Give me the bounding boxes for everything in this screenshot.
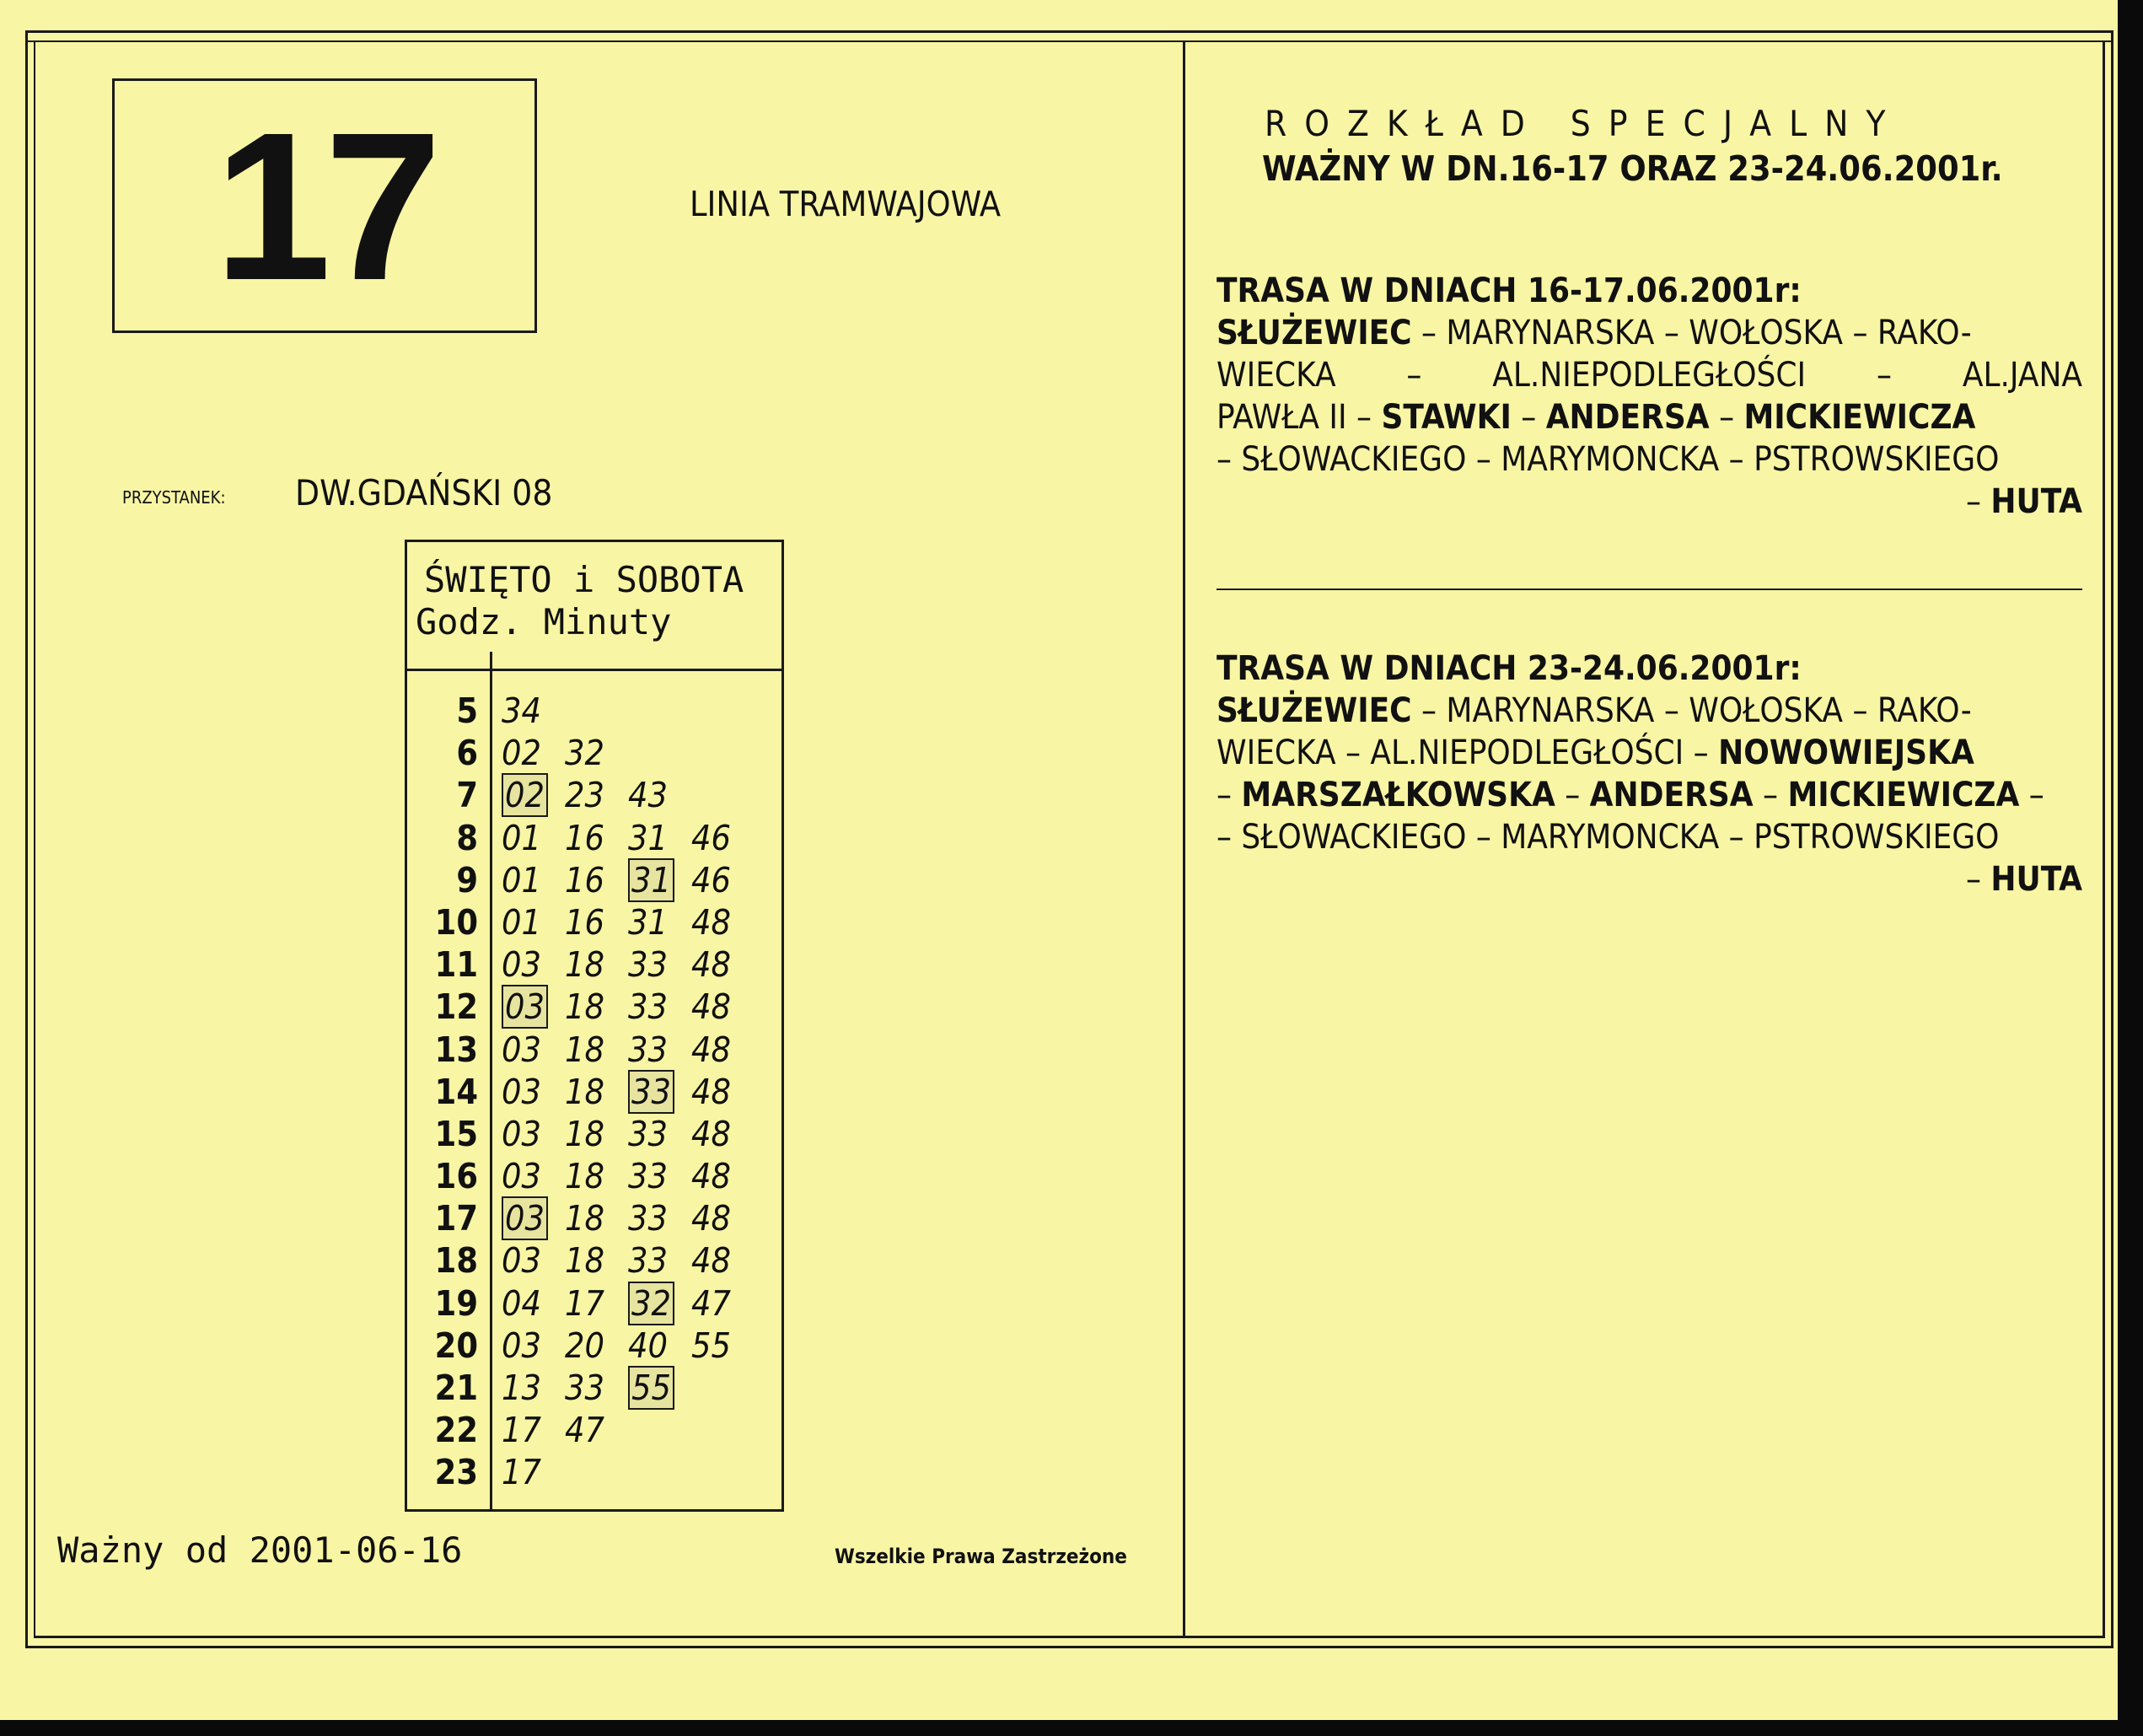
- timetable-table: [405, 540, 784, 1512]
- minute-wrapper: [628, 1029, 691, 1071]
- timetable-row: [407, 943, 781, 986]
- route1-line3: [1217, 398, 2082, 437]
- route2-l1-rest: – MARYNARSKA – WOŁOSKA – RAKO-: [1411, 691, 1972, 730]
- timetable-row: [407, 1451, 781, 1493]
- departure-minute: 01: [502, 817, 541, 858]
- frame-top-inner: [25, 40, 2113, 42]
- departure-minute: 02: [502, 733, 541, 774]
- minute-wrapper: [628, 1367, 691, 1409]
- departure-minute: 20: [565, 1325, 604, 1366]
- timetable-row: [407, 859, 781, 901]
- hour-cell: 19: [434, 1282, 478, 1324]
- frame-top-outer: [25, 30, 2113, 33]
- route2-l2-nowowiejska: NOWOWIEJSKA: [1718, 734, 1974, 772]
- departure-minute: 47: [691, 1282, 731, 1324]
- departure-minute: 18: [565, 1029, 604, 1070]
- hour-cell: 20: [434, 1325, 478, 1366]
- departure-minute: 17: [565, 1282, 604, 1324]
- frame-left-inner: [34, 40, 35, 1638]
- minute-wrapper: [502, 901, 565, 943]
- departure-minute: 16: [565, 901, 604, 943]
- frame-bottom-inner: [34, 1636, 2105, 1638]
- minute-wrapper: [691, 1071, 755, 1113]
- minute-wrapper: [502, 1197, 565, 1239]
- hour-cell: 14: [434, 1071, 478, 1112]
- minutes-cell: [502, 943, 755, 986]
- route1-l1-rest: – MARYNARSKA – WOŁOSKA – RAKO-: [1411, 314, 1972, 352]
- stop-name: DW.GDAŃSKI 08: [295, 472, 553, 513]
- route1-l3-mickiewicza: MICKIEWICZA: [1743, 398, 1976, 437]
- hour-cell: 18: [434, 1240, 478, 1282]
- departure-minute: 16: [565, 859, 604, 900]
- minute-wrapper: [565, 1155, 628, 1197]
- departure-minute: 48: [691, 986, 731, 1028]
- route2-l5-dash: –: [1965, 860, 1991, 899]
- timetable-row: [407, 986, 781, 1028]
- departure-minute: 01: [502, 859, 541, 900]
- departure-minute: 13: [502, 1368, 541, 1408]
- departure-minute: 03: [502, 1113, 541, 1154]
- route1-l2-w2: AL.NIEPODLEGŁOŚCI: [1492, 356, 1807, 395]
- minute-wrapper: [565, 1113, 628, 1155]
- line-number: 17: [213, 88, 436, 324]
- departure-minute: 18: [565, 986, 604, 1028]
- frame-right-outer: [2111, 30, 2113, 1647]
- minutes-cell: [502, 1451, 565, 1493]
- minute-wrapper: [628, 1197, 691, 1239]
- minute-wrapper: [502, 1451, 565, 1493]
- minutes-cell: [502, 774, 691, 816]
- route1-line2: [1217, 356, 2082, 395]
- hour-cell: 21: [434, 1368, 478, 1408]
- departure-minute: 40: [628, 1325, 668, 1366]
- hour-cell: 16: [434, 1156, 478, 1197]
- minute-wrapper: [565, 1409, 628, 1451]
- timetable-row: [407, 1239, 781, 1282]
- minute-wrapper: [565, 986, 628, 1028]
- route2-line1: [1217, 691, 2082, 730]
- departure-minute: 31: [628, 817, 668, 858]
- departure-minute: 32: [565, 733, 604, 774]
- departure-minute: 23: [565, 775, 604, 816]
- minute-wrapper: [502, 1155, 565, 1197]
- minute-wrapper: [628, 1239, 691, 1282]
- minutes-cell: [502, 1367, 691, 1409]
- hour-cell: 7: [456, 775, 478, 816]
- route2-heading: TRASA W DNIACH 23-24.06.2001r:: [1217, 649, 1802, 688]
- columns-header: Godz. Minuty: [416, 601, 672, 642]
- departure-minute: 34: [502, 691, 541, 731]
- route1-l2-w4: AL.JANA: [1962, 356, 2082, 395]
- route2-l3-marszalkowska: MARSZAŁKOWSKA: [1241, 776, 1555, 814]
- minute-wrapper: [565, 774, 628, 816]
- route2-l3-a: –: [1217, 776, 1242, 814]
- minute-wrapper: [502, 732, 565, 774]
- route1-l3-a: PAWŁA II –: [1217, 398, 1382, 437]
- route2-l3-e: –: [1753, 776, 1788, 814]
- minute-wrapper: [565, 1071, 628, 1113]
- minute-wrapper: [691, 1239, 755, 1282]
- hour-cell: 11: [434, 944, 478, 986]
- hour-cell: 9: [456, 859, 478, 900]
- timetable-rows: [407, 690, 781, 1494]
- minute-wrapper: [628, 774, 691, 816]
- route-separator: [1217, 589, 2082, 590]
- minute-wrapper: [502, 859, 565, 901]
- departure-minute: 16: [565, 817, 604, 858]
- timetable-row: [407, 817, 781, 859]
- minute-wrapper: [691, 1282, 755, 1325]
- departure-minute: 33: [628, 1029, 668, 1070]
- departure-minute: 33: [628, 1156, 668, 1197]
- minute-wrapper: [565, 732, 628, 774]
- departure-minute: 03: [502, 1071, 541, 1112]
- route2-l3-mickiewicza: MICKIEWICZA: [1787, 776, 2020, 814]
- minute-wrapper: [565, 901, 628, 943]
- minutes-cell: [502, 732, 628, 774]
- departure-minute: 33: [565, 1368, 604, 1408]
- special-validity: WAŻNY W DN.16-17 ORAZ 23-24.06.2001r.: [1262, 148, 2003, 189]
- hour-cell: 6: [456, 733, 478, 774]
- route1-l2-w1: –: [1406, 356, 1422, 395]
- departure-minute: 43: [628, 775, 668, 816]
- minute-wrapper: [565, 1239, 628, 1282]
- route1-l1-start: SŁUŻEWIEC: [1217, 314, 1412, 352]
- minute-wrapper: [628, 1155, 691, 1197]
- column-divider: [1183, 40, 1185, 1638]
- departure-minute: 48: [691, 1156, 731, 1197]
- route1-line4: – SŁOWACKIEGO – MARYMONCKA – PSTROWSKIEGO: [1217, 440, 2000, 479]
- timetable-row: [407, 1029, 781, 1071]
- minutes-cell: [502, 1282, 755, 1325]
- departure-minute: 18: [565, 1198, 604, 1239]
- departure-minute: 18: [565, 1240, 604, 1282]
- route1-line5: [1217, 482, 2082, 521]
- departure-minute: 33: [628, 986, 668, 1028]
- departure-minute: 01: [502, 901, 541, 943]
- route2-l3-g: –: [2019, 776, 2044, 814]
- minute-wrapper: [502, 1282, 565, 1325]
- route2-l5-huta: HUTA: [1990, 860, 2082, 899]
- minute-wrapper: [628, 901, 691, 943]
- departure-minute: 55: [691, 1325, 731, 1366]
- minutes-cell: [502, 1409, 628, 1451]
- departure-minute: 18: [565, 944, 604, 986]
- route2-l1-start: SŁUŻEWIEC: [1217, 691, 1412, 730]
- minute-wrapper: [691, 1113, 755, 1155]
- route1-l3-e: –: [1709, 398, 1744, 437]
- route1-l5-dash: –: [1965, 482, 1991, 521]
- minutes-cell: [502, 1071, 755, 1113]
- hour-cell: 17: [434, 1198, 478, 1239]
- minutes-cell: [502, 1155, 755, 1197]
- line-number-box: [112, 78, 537, 333]
- route2-line5: [1217, 860, 2082, 899]
- timetable-row: [407, 1409, 781, 1451]
- departure-minute: 17: [502, 1452, 541, 1493]
- day-type-header: ŚWIĘTO i SOBOTA: [424, 559, 744, 600]
- timetable-row: [407, 1113, 781, 1155]
- minute-wrapper: [502, 1367, 565, 1409]
- minutes-cell: [502, 817, 755, 859]
- minute-wrapper: [565, 859, 628, 901]
- route1-l2-w3: –: [1877, 356, 1892, 395]
- minute-wrapper: [502, 690, 565, 732]
- departure-minute-marked: 32: [628, 1282, 674, 1325]
- route2-line4: – SŁOWACKIEGO – MARYMONCKA – PSTROWSKIEGO: [1217, 818, 2000, 857]
- minutes-cell: [502, 986, 755, 1028]
- valid-from: Ważny od 2001-06-16: [57, 1529, 463, 1571]
- minute-wrapper: [502, 1113, 565, 1155]
- hour-cell: 12: [434, 986, 478, 1028]
- departure-minute: 03: [502, 1156, 541, 1197]
- minute-wrapper: [502, 1029, 565, 1071]
- minutes-cell: [502, 1029, 755, 1071]
- route1-l5-huta: HUTA: [1990, 482, 2082, 521]
- hour-cell: 22: [434, 1410, 478, 1451]
- departure-minute: 48: [691, 901, 731, 943]
- minute-wrapper: [502, 943, 565, 986]
- timetable-row: [407, 1282, 781, 1325]
- departure-minute: 48: [691, 1240, 731, 1282]
- minute-wrapper: [628, 986, 691, 1028]
- minute-wrapper: [565, 1029, 628, 1071]
- departure-minute: 03: [502, 1325, 541, 1366]
- departure-minute: 46: [691, 817, 731, 858]
- departure-minute-marked: 03: [502, 985, 548, 1029]
- minute-wrapper: [565, 1325, 628, 1367]
- route1-l3-stawki: STAWKI: [1381, 398, 1512, 437]
- minute-wrapper: [691, 859, 755, 901]
- route2-l3-c: –: [1555, 776, 1590, 814]
- minute-wrapper: [628, 943, 691, 986]
- minute-wrapper: [628, 1282, 691, 1325]
- minute-wrapper: [628, 817, 691, 859]
- departure-minute: 48: [691, 1029, 731, 1070]
- timetable-row: [407, 1367, 781, 1409]
- route1-line1: [1217, 314, 2082, 352]
- minute-wrapper: [502, 1409, 565, 1451]
- timetable-row: [407, 732, 781, 774]
- minute-wrapper: [691, 1029, 755, 1071]
- timetable-row: [407, 774, 781, 816]
- route1-heading: TRASA W DNIACH 16-17.06.2001r:: [1217, 271, 1802, 310]
- departure-minute: 03: [502, 944, 541, 986]
- departure-minute-marked: 55: [628, 1366, 674, 1410]
- minute-wrapper: [502, 774, 565, 816]
- route2-line3: [1217, 776, 2082, 814]
- route1-l2-w0: WIECKA: [1217, 356, 1336, 395]
- minute-wrapper: [565, 1367, 628, 1409]
- minute-wrapper: [628, 1071, 691, 1113]
- hour-cell: 10: [434, 901, 478, 943]
- route2-l3-andersa: ANDERSA: [1589, 776, 1754, 814]
- departure-minute: 33: [628, 1113, 668, 1154]
- timetable-row: [407, 1197, 781, 1239]
- hour-cell: 15: [434, 1113, 478, 1154]
- departure-minute: 33: [628, 944, 668, 986]
- departure-minute: 48: [691, 1071, 731, 1112]
- timetable-row: [407, 1325, 781, 1367]
- minute-wrapper: [502, 1325, 565, 1367]
- minute-wrapper: [502, 1071, 565, 1113]
- minute-wrapper: [565, 943, 628, 986]
- timetable-row: [407, 690, 781, 732]
- minutes-cell: [502, 859, 755, 901]
- departure-minute: 33: [628, 1240, 668, 1282]
- minute-wrapper: [565, 817, 628, 859]
- departure-minute-marked: 31: [628, 858, 674, 902]
- minute-wrapper: [502, 817, 565, 859]
- minute-wrapper: [691, 1197, 755, 1239]
- departure-minute: 03: [502, 1029, 541, 1070]
- minute-wrapper: [691, 943, 755, 986]
- minute-wrapper: [628, 859, 691, 901]
- line-type-label: LINIA TRAMWAJOWA: [690, 184, 1002, 224]
- departure-minute: 33: [628, 1198, 668, 1239]
- route2-l2-a: WIECKA – AL.NIEPODLEGŁOŚCI –: [1217, 734, 1719, 772]
- departure-minute: 03: [502, 1240, 541, 1282]
- frame-left-outer: [25, 30, 28, 1647]
- minutes-cell: [502, 690, 565, 732]
- departure-minute: 46: [691, 859, 731, 900]
- departure-minute-marked: 02: [502, 773, 548, 817]
- minute-wrapper: [691, 817, 755, 859]
- rights-notice: Wszelkie Prawa Zastrzeżone: [835, 1545, 1127, 1568]
- hour-cell: 5: [456, 691, 478, 731]
- route1-l3-andersa: ANDERSA: [1545, 398, 1710, 437]
- departure-minute: 48: [691, 1113, 731, 1154]
- departure-minute: 31: [628, 901, 668, 943]
- route2-line2: [1217, 734, 2082, 772]
- departure-minute-marked: 33: [628, 1070, 674, 1114]
- timetable-row: [407, 901, 781, 943]
- minute-wrapper: [691, 1155, 755, 1197]
- minute-wrapper: [565, 1282, 628, 1325]
- header-separator: [407, 669, 781, 671]
- minutes-cell: [502, 1113, 755, 1155]
- minute-wrapper: [691, 901, 755, 943]
- stop-label: PRZYSTANEK:: [122, 487, 226, 508]
- minute-wrapper: [628, 1325, 691, 1367]
- special-title: ROZKŁAD SPECJALNY: [1265, 103, 1904, 144]
- minute-wrapper: [691, 1325, 755, 1367]
- frame-right-inner: [2103, 40, 2105, 1638]
- minutes-cell: [502, 1197, 755, 1239]
- route1-l3-c: –: [1511, 398, 1546, 437]
- minutes-cell: [502, 1239, 755, 1282]
- departure-minute: 17: [502, 1410, 541, 1451]
- departure-minute: 18: [565, 1113, 604, 1154]
- hour-cell: 8: [456, 817, 478, 858]
- hour-cell: 13: [434, 1029, 478, 1070]
- minute-wrapper: [565, 1197, 628, 1239]
- minutes-cell: [502, 1325, 755, 1367]
- timetable-row: [407, 1071, 781, 1113]
- departure-minute: 04: [502, 1282, 541, 1324]
- minutes-cell: [502, 901, 755, 943]
- minute-wrapper: [502, 1239, 565, 1282]
- departure-minute: 48: [691, 944, 731, 986]
- departure-minute: 47: [565, 1410, 604, 1451]
- timetable-row: [407, 1155, 781, 1197]
- minute-wrapper: [502, 986, 565, 1028]
- hour-cell: 23: [434, 1452, 478, 1493]
- departure-minute: 48: [691, 1198, 731, 1239]
- departure-minute-marked: 03: [502, 1196, 548, 1240]
- minute-wrapper: [691, 986, 755, 1028]
- minute-wrapper: [628, 1113, 691, 1155]
- departure-minute: 18: [565, 1156, 604, 1197]
- frame-bottom-outer: [25, 1646, 2113, 1648]
- departure-minute: 18: [565, 1071, 604, 1112]
